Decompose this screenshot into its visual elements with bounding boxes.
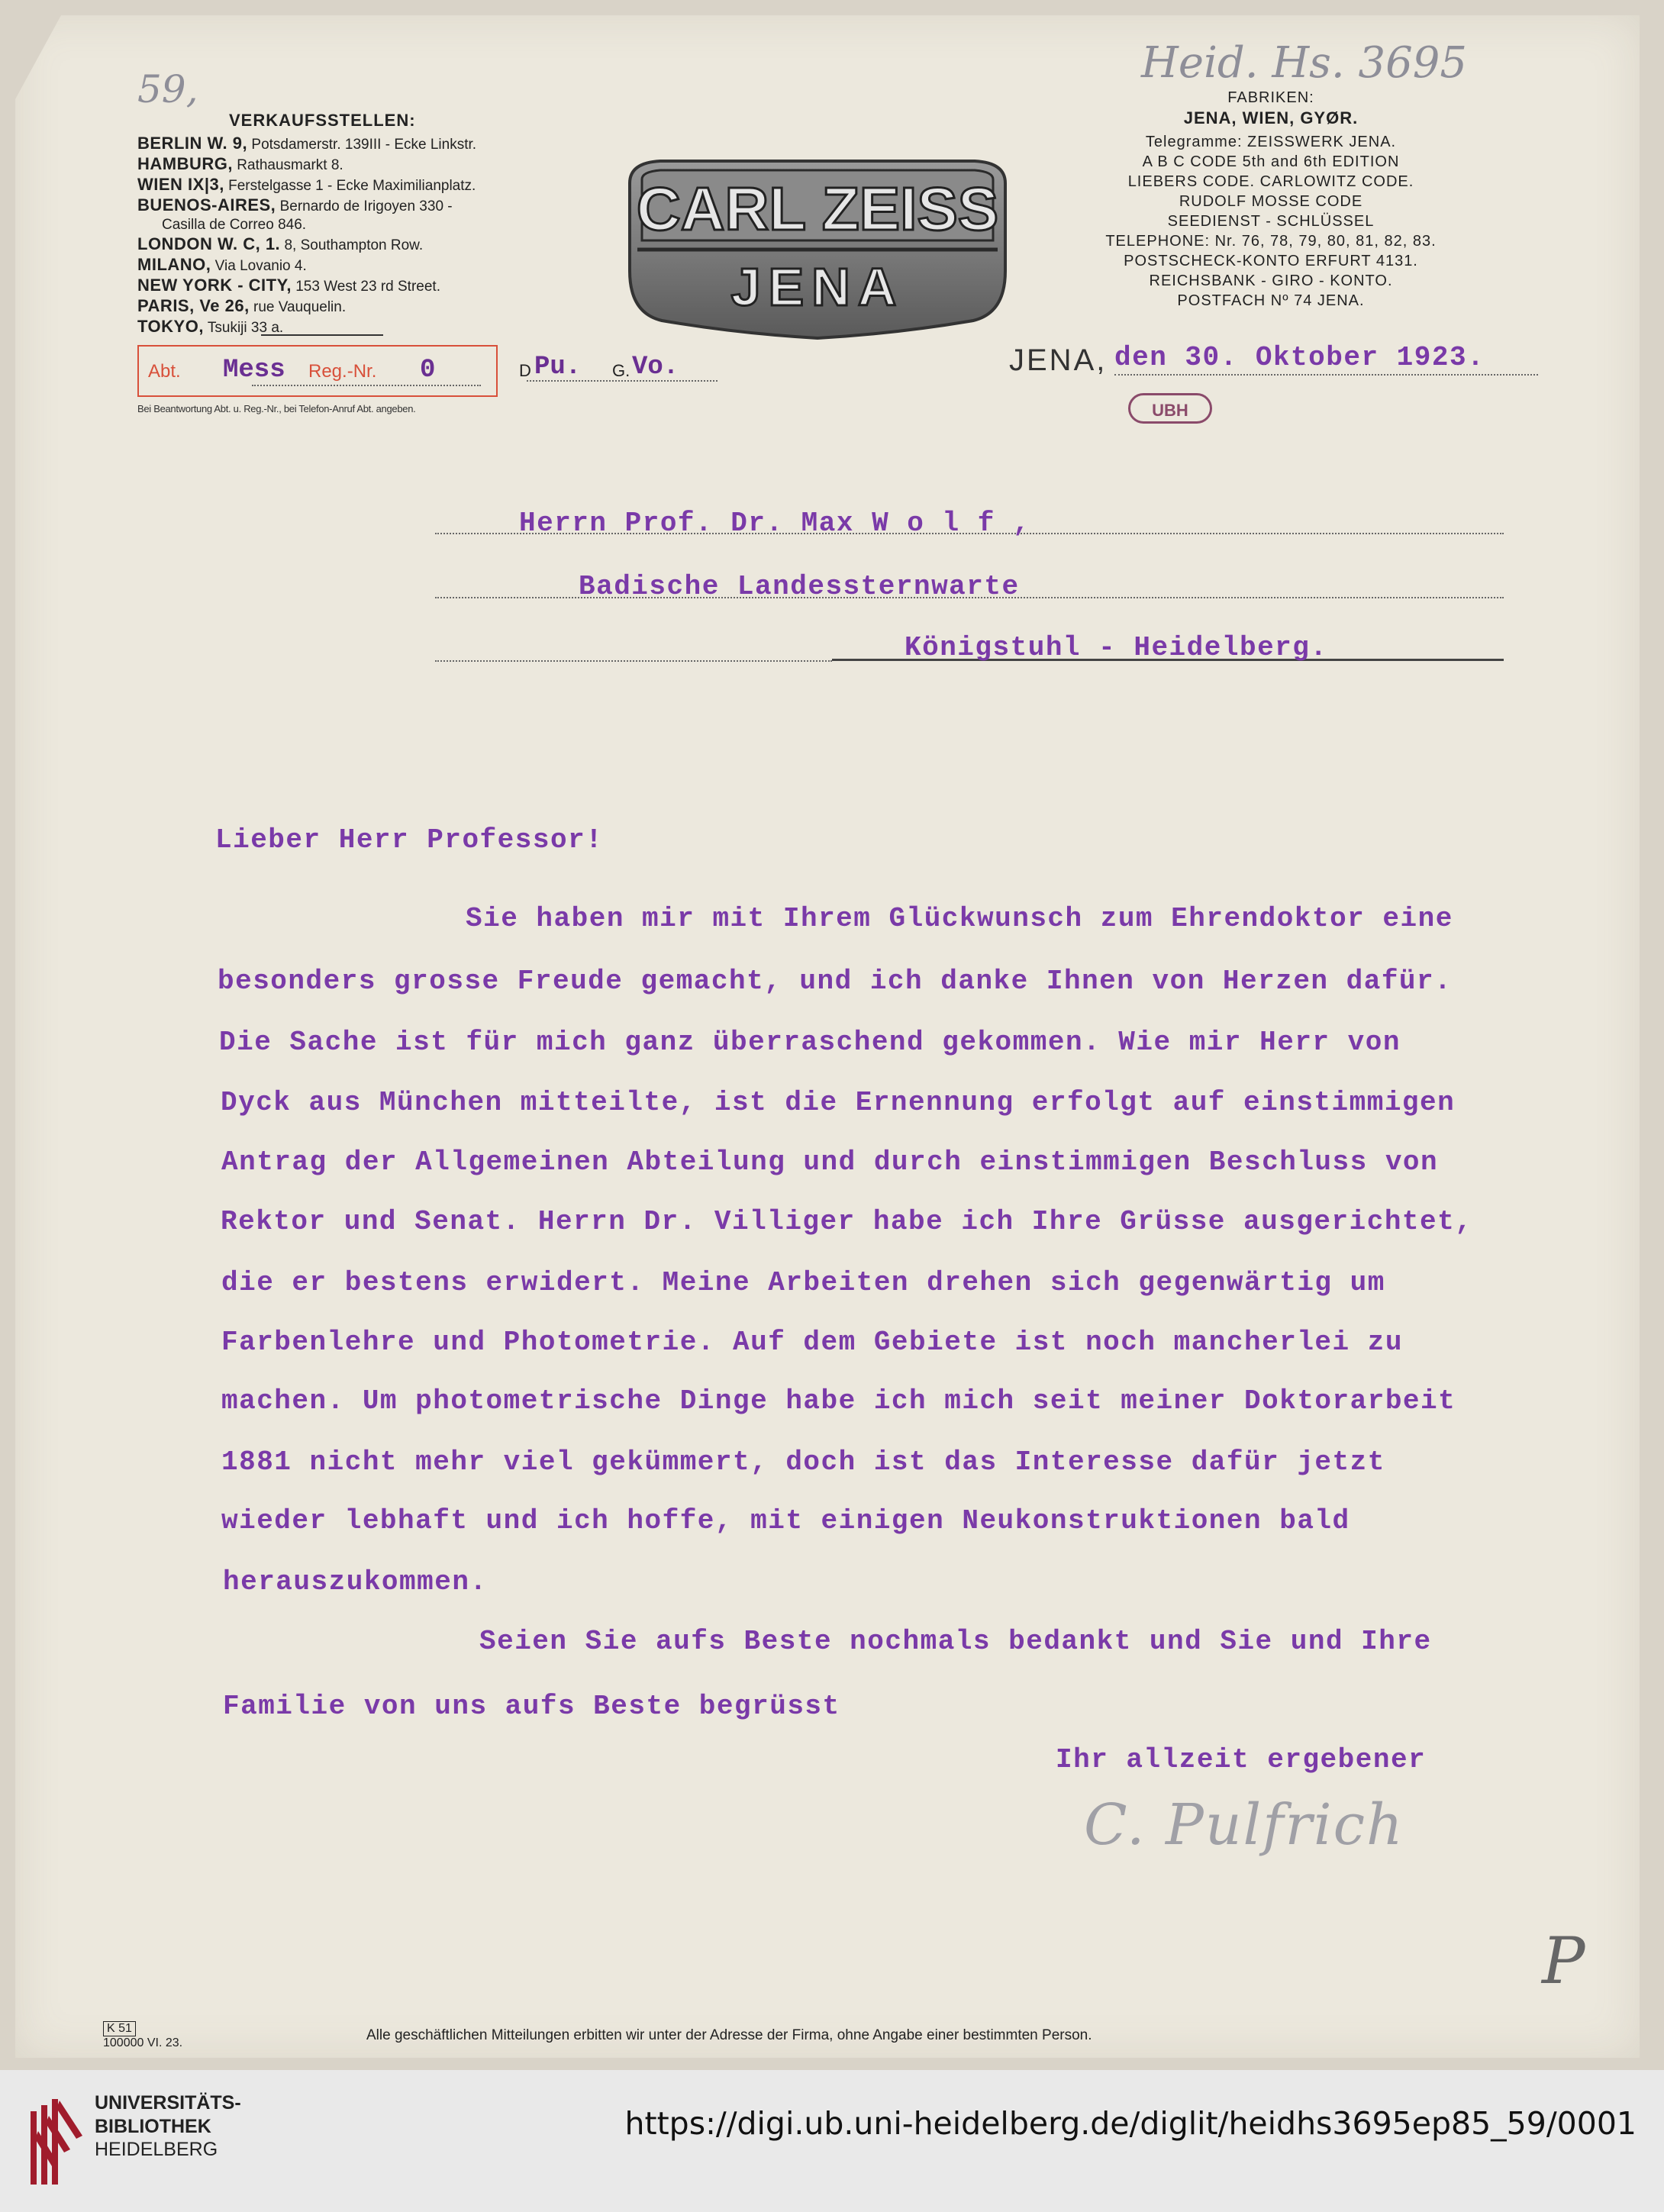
library-name-line1: UNIVERSITÄTS- xyxy=(95,2092,241,2114)
archive-reference: Heid. Hs. 3695 xyxy=(1141,38,1468,88)
body-line: besonders grosse Freude gemacht, und ich danke Ihnen von Herzen dafür. xyxy=(218,966,1453,997)
print-run: 100000 VI. 23. xyxy=(103,2036,183,2049)
telegram-line: Telegramme: ZEISSWERK JENA. xyxy=(1145,134,1397,150)
code-line: A B C CODE 5th and 6th EDITION xyxy=(1142,153,1400,170)
factories-title: FABRIKEN: xyxy=(1227,89,1314,106)
dg-dotted-line xyxy=(527,380,718,382)
reference-box xyxy=(137,345,498,397)
sales-row: BUENOS-AIRES, Bernardo de Irigoyen 330 - xyxy=(137,195,453,214)
body-line: Seien Sie aufs Beste nochmals bedankt und Sie und Ihre xyxy=(479,1626,1432,1657)
sales-row: TOKYO, Tsukiji 33 a. xyxy=(137,317,284,336)
sales-rule xyxy=(261,334,383,336)
place: JENA, xyxy=(1009,343,1108,377)
recipient-name: Herrn Prof. Dr. Max W o l f , xyxy=(519,508,1031,539)
reg-label: Reg.-Nr. xyxy=(308,361,377,382)
library-name xyxy=(95,2091,241,2162)
body-line: Antrag der Allgemeinen Abteilung und durch einstimmigen Beschluss von xyxy=(221,1146,1439,1178)
sales-row: Casilla de Correo 846. xyxy=(162,217,307,233)
body-line: machen. Um photometrische Dinge habe ich mich seit meiner Doktorarbeit xyxy=(221,1385,1456,1417)
ubh-stamp: UBH xyxy=(1128,393,1212,424)
factories-list: JENA, WIEN, GYØR. xyxy=(1183,108,1359,127)
sales-row: HAMBURG, Rathausmarkt 8. xyxy=(137,154,343,173)
body-line: Familie von uns aufs Beste begrüsst xyxy=(223,1691,840,1722)
body-line: Farbenlehre und Photometrie. Auf dem Gebiete ist noch mancherlei zu xyxy=(221,1327,1403,1358)
date-dotted-line xyxy=(1114,374,1538,376)
d-value: Pu. xyxy=(534,353,582,382)
code-line: POSTSCHECK-KONTO ERFURT 4131. xyxy=(1124,253,1418,269)
logo-top-text: CARL ZEISS xyxy=(636,175,999,243)
library-name-line2: BIBLIOTHEK xyxy=(95,2115,211,2137)
body-line: Sie haben mir mit Ihrem Glückwunsch zum Ehrendoktor eine xyxy=(466,903,1453,934)
folio-number: 59, xyxy=(137,67,198,111)
reference-note: Bei Beantwortung Abt. u. Reg.-Nr., bei Telefon-Anruf Abt. angeben. xyxy=(137,403,416,414)
document-url-link[interactable]: https://digi.ub.uni-heidelberg.de/diglit/heidhs3695ep85_59/0001 xyxy=(624,2105,1637,2142)
pencil-mark: P xyxy=(1542,1923,1585,1998)
body-line: herauszukommen. xyxy=(223,1566,488,1598)
g-value: Vo. xyxy=(632,353,679,382)
code-line: LIEBERS CODE. CARLOWITZ CODE. xyxy=(1127,173,1414,190)
sales-title: VERKAUFSSTELLEN: xyxy=(229,111,416,130)
sales-row: PARIS, Ve 26, rue Vauquelin. xyxy=(137,296,347,315)
sales-row: LONDON W. C, 1. 8, Southampton Row. xyxy=(137,234,424,253)
reg-value: 0 xyxy=(420,356,436,385)
body-line: 1881 nicht mehr viel gekümmert, doch ist das Interesse dafür jetzt xyxy=(221,1446,1385,1478)
date: den 30. Oktober 1923. xyxy=(1114,342,1485,373)
body-line: Die Sache ist für mich ganz überraschend gekommen. Wie mir Herr von xyxy=(219,1027,1401,1058)
signature: C. Pulfrich xyxy=(1084,1792,1404,1858)
form-number: K 51 xyxy=(103,2021,136,2036)
recipient-place: Königstuhl - Heidelberg. xyxy=(905,632,1328,663)
g-label: G. xyxy=(612,361,630,380)
sales-row: NEW YORK - CITY, 153 West 23 rd Street. xyxy=(137,276,440,295)
closing: Ihr allzeit ergebener xyxy=(1056,1744,1427,1775)
code-line: REICHSBANK - GIRO - KONTO. xyxy=(1149,272,1393,289)
university-library-logo[interactable] xyxy=(24,2090,84,2189)
code-line: POSTFACH Nº 74 JENA. xyxy=(1177,292,1365,309)
print-mark xyxy=(103,2021,182,2050)
recipient-institution: Badische Landessternwarte xyxy=(579,571,1020,602)
body-line: Rektor und Senat. Herrn Dr. Villiger habe ich Ihre Grüsse ausgerichtet, xyxy=(221,1206,1473,1237)
abt-label: Abt. xyxy=(148,361,181,382)
footer-note: Alle geschäftlichen Mitteilungen erbitten wir unter der Adresse der Firma, ohne Angabe einer bestimmten Person. xyxy=(366,2027,1092,2043)
body-line: Dyck aus München mitteilte, ist die Ernennung erfolgt auf einstimmigen xyxy=(221,1087,1456,1118)
salutation: Lieber Herr Professor! xyxy=(215,824,604,856)
reg-dotted-line xyxy=(252,385,481,386)
factories-block xyxy=(1057,90,1485,313)
code-line: RUDOLF MOSSE CODE xyxy=(1179,193,1363,210)
sales-row: BERLIN W. 9, Potsdamerstr. 139III - Ecke Linkstr. xyxy=(137,134,477,153)
code-line: SEEDIENST - SCHLÜSSEL xyxy=(1167,213,1375,230)
sales-row: WIEN IX|3, Ferstelgasse 1 - Ecke Maximilianplatz. xyxy=(137,175,476,194)
sales-offices xyxy=(137,112,476,339)
sales-row: MILANO, Via Lovanio 4. xyxy=(137,255,307,274)
abt-value: Mess xyxy=(223,356,285,385)
body-line: die er bestens erwidert. Meine Arbeiten drehen sich gegenwärtig um xyxy=(221,1267,1385,1298)
carl-zeiss-logo xyxy=(614,156,1021,343)
library-name-line3: HEIDELBERG xyxy=(95,2139,218,2160)
logo-bottom-text: JENA xyxy=(730,257,905,317)
body-line: wieder lebhaft und ich hoffe, mit einigen Neukonstruktionen bald xyxy=(221,1505,1350,1536)
code-line: TELEPHONE: Nr. 76, 78, 79, 80, 81, 82, 83. xyxy=(1105,233,1437,250)
d-label: D xyxy=(519,361,531,380)
address-line-3a xyxy=(435,660,832,662)
